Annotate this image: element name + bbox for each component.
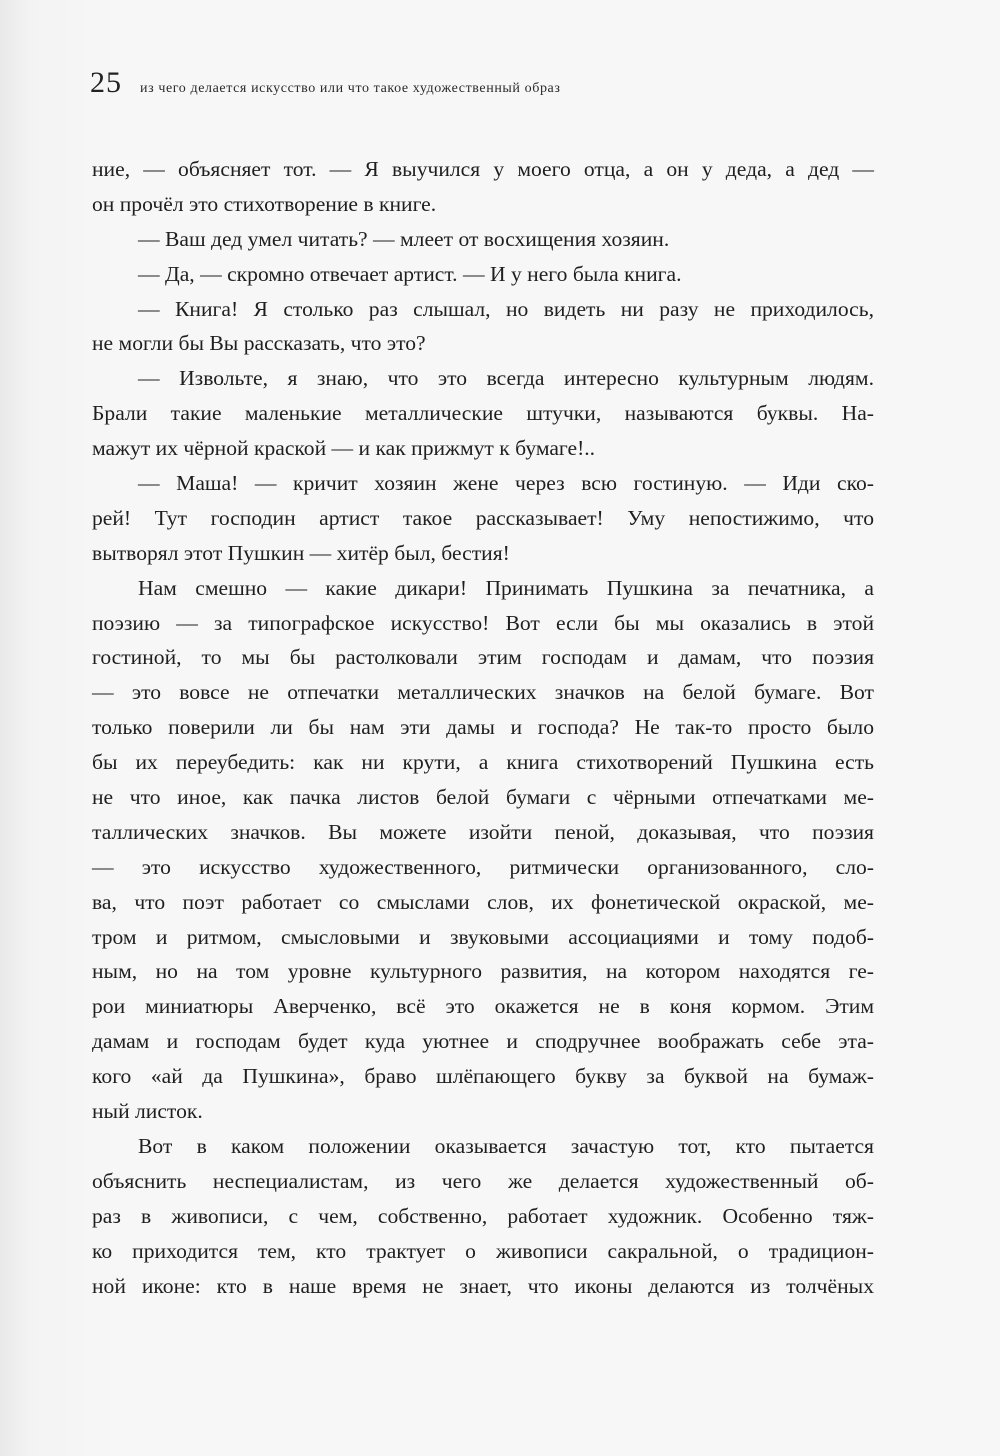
text-line: дамам и господам будет куда уютнее и сподручнее воображать себе эта- <box>92 1029 874 1054</box>
text-line: раз в живописи, с чем, собственно, работает художник. Особенно тяж- <box>92 1203 874 1228</box>
text-line: ва, что поэт работает со смыслами слов, их фонетической окраской, ме- <box>92 889 874 914</box>
page-number: 25 <box>90 66 122 99</box>
text-line: кого «ай да Пушкина», браво шлёпающего букву за буквой на бумаж- <box>92 1064 874 1089</box>
text-line: не могли бы Вы рассказать, что это? <box>92 331 426 356</box>
text-line: — Извольте, я знаю, что это всегда интересно культурным людям. <box>138 366 874 391</box>
text-line: мажут их чёрной краской — и как прижмут к бумаге!.. <box>92 436 596 461</box>
text-line: — это вовсе не отпечатки металлических значков на белой бумаге. Вот <box>92 680 874 705</box>
running-head: из чего делается искусство или что такое художественный образ <box>140 81 561 96</box>
text-line: Нам смешно — какие дикари! Принимать Пушкина за печатника, а <box>138 575 874 600</box>
text-line: — Книга! Я столько раз слышал, но видеть ни разу не приходилось, <box>138 296 874 321</box>
text-line: — Ваш дед умел читать? — млеет от восхищения хозяин. <box>138 226 670 251</box>
text-line: тром и ритмом, смысловыми и звуковыми ассоциациями и тому подоб- <box>92 924 874 949</box>
text-line: поэзию — за типографское искусство! Вот если бы мы оказались в этой <box>92 610 874 635</box>
text-line: таллических значков. Вы можете изойти пеной, доказывая, что поэзия <box>92 819 874 844</box>
text-line: ным, но на том уровне культурного развития, на котором находятся ге- <box>92 959 874 984</box>
body-text <box>92 152 874 1303</box>
text-line: объяснить неспециалистам, из чего же делается художественный об- <box>92 1168 874 1193</box>
text-line: — Да, — скромно отвечает артист. — И у него была книга. <box>138 261 682 286</box>
text-line: рои миниатюры Аверченко, всё это окажется не в коня кормом. Этим <box>92 994 874 1019</box>
text-line: бы их переубедить: как ни крути, а книга стихотворений Пушкина есть <box>92 750 874 775</box>
text-line: ние, — объясняет тот. — Я выучился у моего отца, а он у деда, а дед — <box>92 157 874 181</box>
text-line: Брали такие маленькие металлические штучки, называются буквы. На- <box>92 401 874 426</box>
text-line: — это искусство художественного, ритмически организованного, сло- <box>92 854 874 879</box>
page-header <box>90 66 561 110</box>
text-line: ной иконе: кто в наше время не знает, что иконы делаются из толчёных <box>92 1273 874 1298</box>
text-line: ный листок. <box>92 1099 203 1124</box>
text-line: — Маша! — кричит хозяин жене через всю гостиную. — Иди ско- <box>138 471 874 496</box>
text-line: рей! Тут господин артист такое рассказывает! Уму непостижимо, что <box>92 505 874 530</box>
text-line: не что иное, как пачка листов белой бумаги с чёрными отпечатками ме- <box>92 785 874 810</box>
text-line: ко приходится тем, кто трактует о живописи сакральной, о традицион- <box>92 1238 874 1263</box>
text-line: он прочёл это стихотворение в книге. <box>92 191 437 216</box>
text-line: Вот в каком положении оказывается зачастую тот, кто пытается <box>138 1133 874 1158</box>
text-line: только поверили ли бы нам эти дамы и господа? Не так-то просто было <box>92 715 874 740</box>
text-line: вытворял этот Пушкин — хитёр был, бестия! <box>92 540 510 565</box>
text-line: гостиной, то мы бы растолковали этим господам и дамам, что поэзия <box>92 645 874 670</box>
